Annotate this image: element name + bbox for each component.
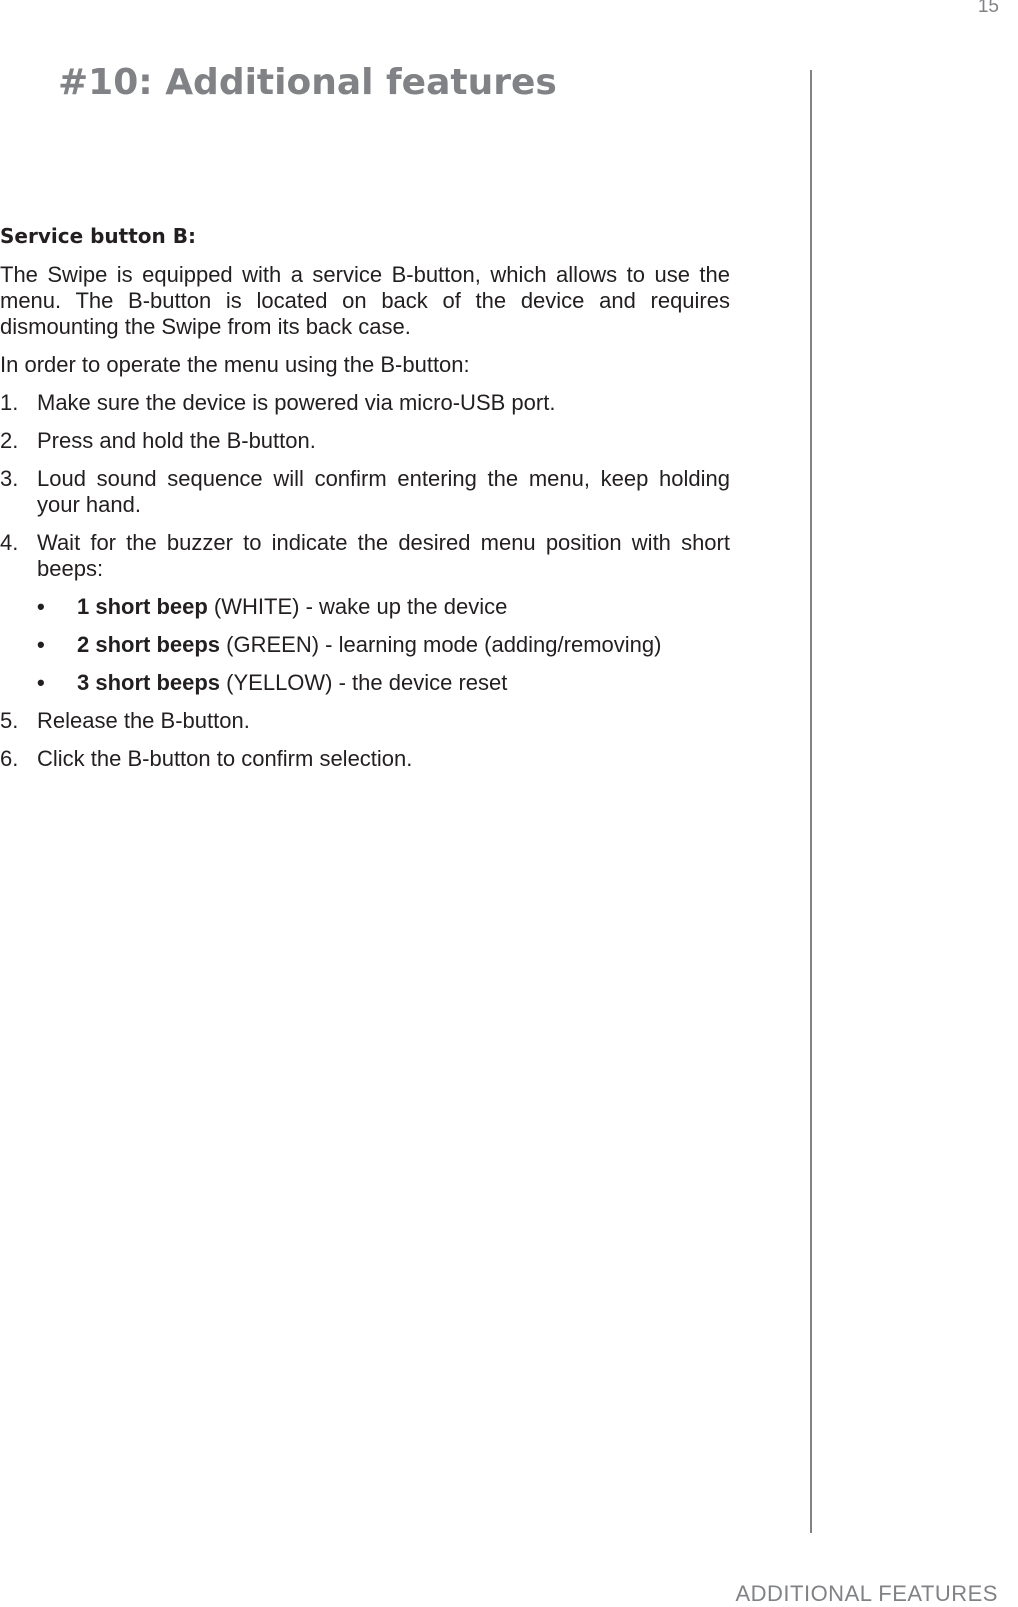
step-text: Press and hold the B-button. [37,428,316,453]
beep-label: 1 short beep [77,594,208,619]
footer-section-label: ADDITIONAL FEATURES [735,1581,998,1606]
steps-list [0,390,730,772]
step-text: Release the B-button. [37,708,250,733]
step-text: Wait for the buzzer to indicate the desired menu position with short beeps: [37,530,730,581]
bullet-icon: • [37,670,45,695]
step-text: Loud sound sequence will confirm entering the menu, keep holding your hand. [37,466,730,517]
beeps-list [37,594,730,696]
subheading: Service button B: [0,224,196,248]
step-number: 3. [0,466,19,491]
main-content [0,222,730,784]
vertical-divider [810,70,812,1533]
beep-description: (YELLOW) - the device reset [220,670,508,695]
page-number: 15 [977,0,999,17]
beep-description: (WHITE) - wake up the device [207,594,508,619]
list-item [0,530,730,696]
step-number: 4. [0,530,19,555]
section-title: #10: Additional features [58,62,557,103]
step-text: Make sure the device is powered via micro-USB port. [37,390,556,415]
bullet-icon: • [37,632,45,657]
list-item [0,466,730,518]
beep-label: 2 short beeps [77,632,221,657]
bullet-icon: • [37,594,45,619]
intro-paragraph: The Swipe is equipped with a service B-button, which allows to use the menu. The B-button is located on back of the device and requires dismounting the Swipe from its back case. [0,262,730,339]
lead-paragraph: In order to operate the menu using the B-button: [0,352,470,377]
step-number: 6. [0,746,19,771]
list-item [0,390,730,416]
list-item [0,428,730,454]
beep-label: 3 short beeps [77,670,221,695]
step-text: Click the B-button to confirm selection. [37,746,413,771]
list-item [0,746,730,772]
list-item [0,708,730,734]
beep-description: (GREEN) - learning mode (adding/removing) [220,632,662,657]
step-number: 5. [0,708,19,733]
step-number: 1. [0,390,19,415]
list-item [37,594,730,620]
list-item [37,632,730,658]
list-item [37,670,730,696]
step-number: 2. [0,428,19,453]
